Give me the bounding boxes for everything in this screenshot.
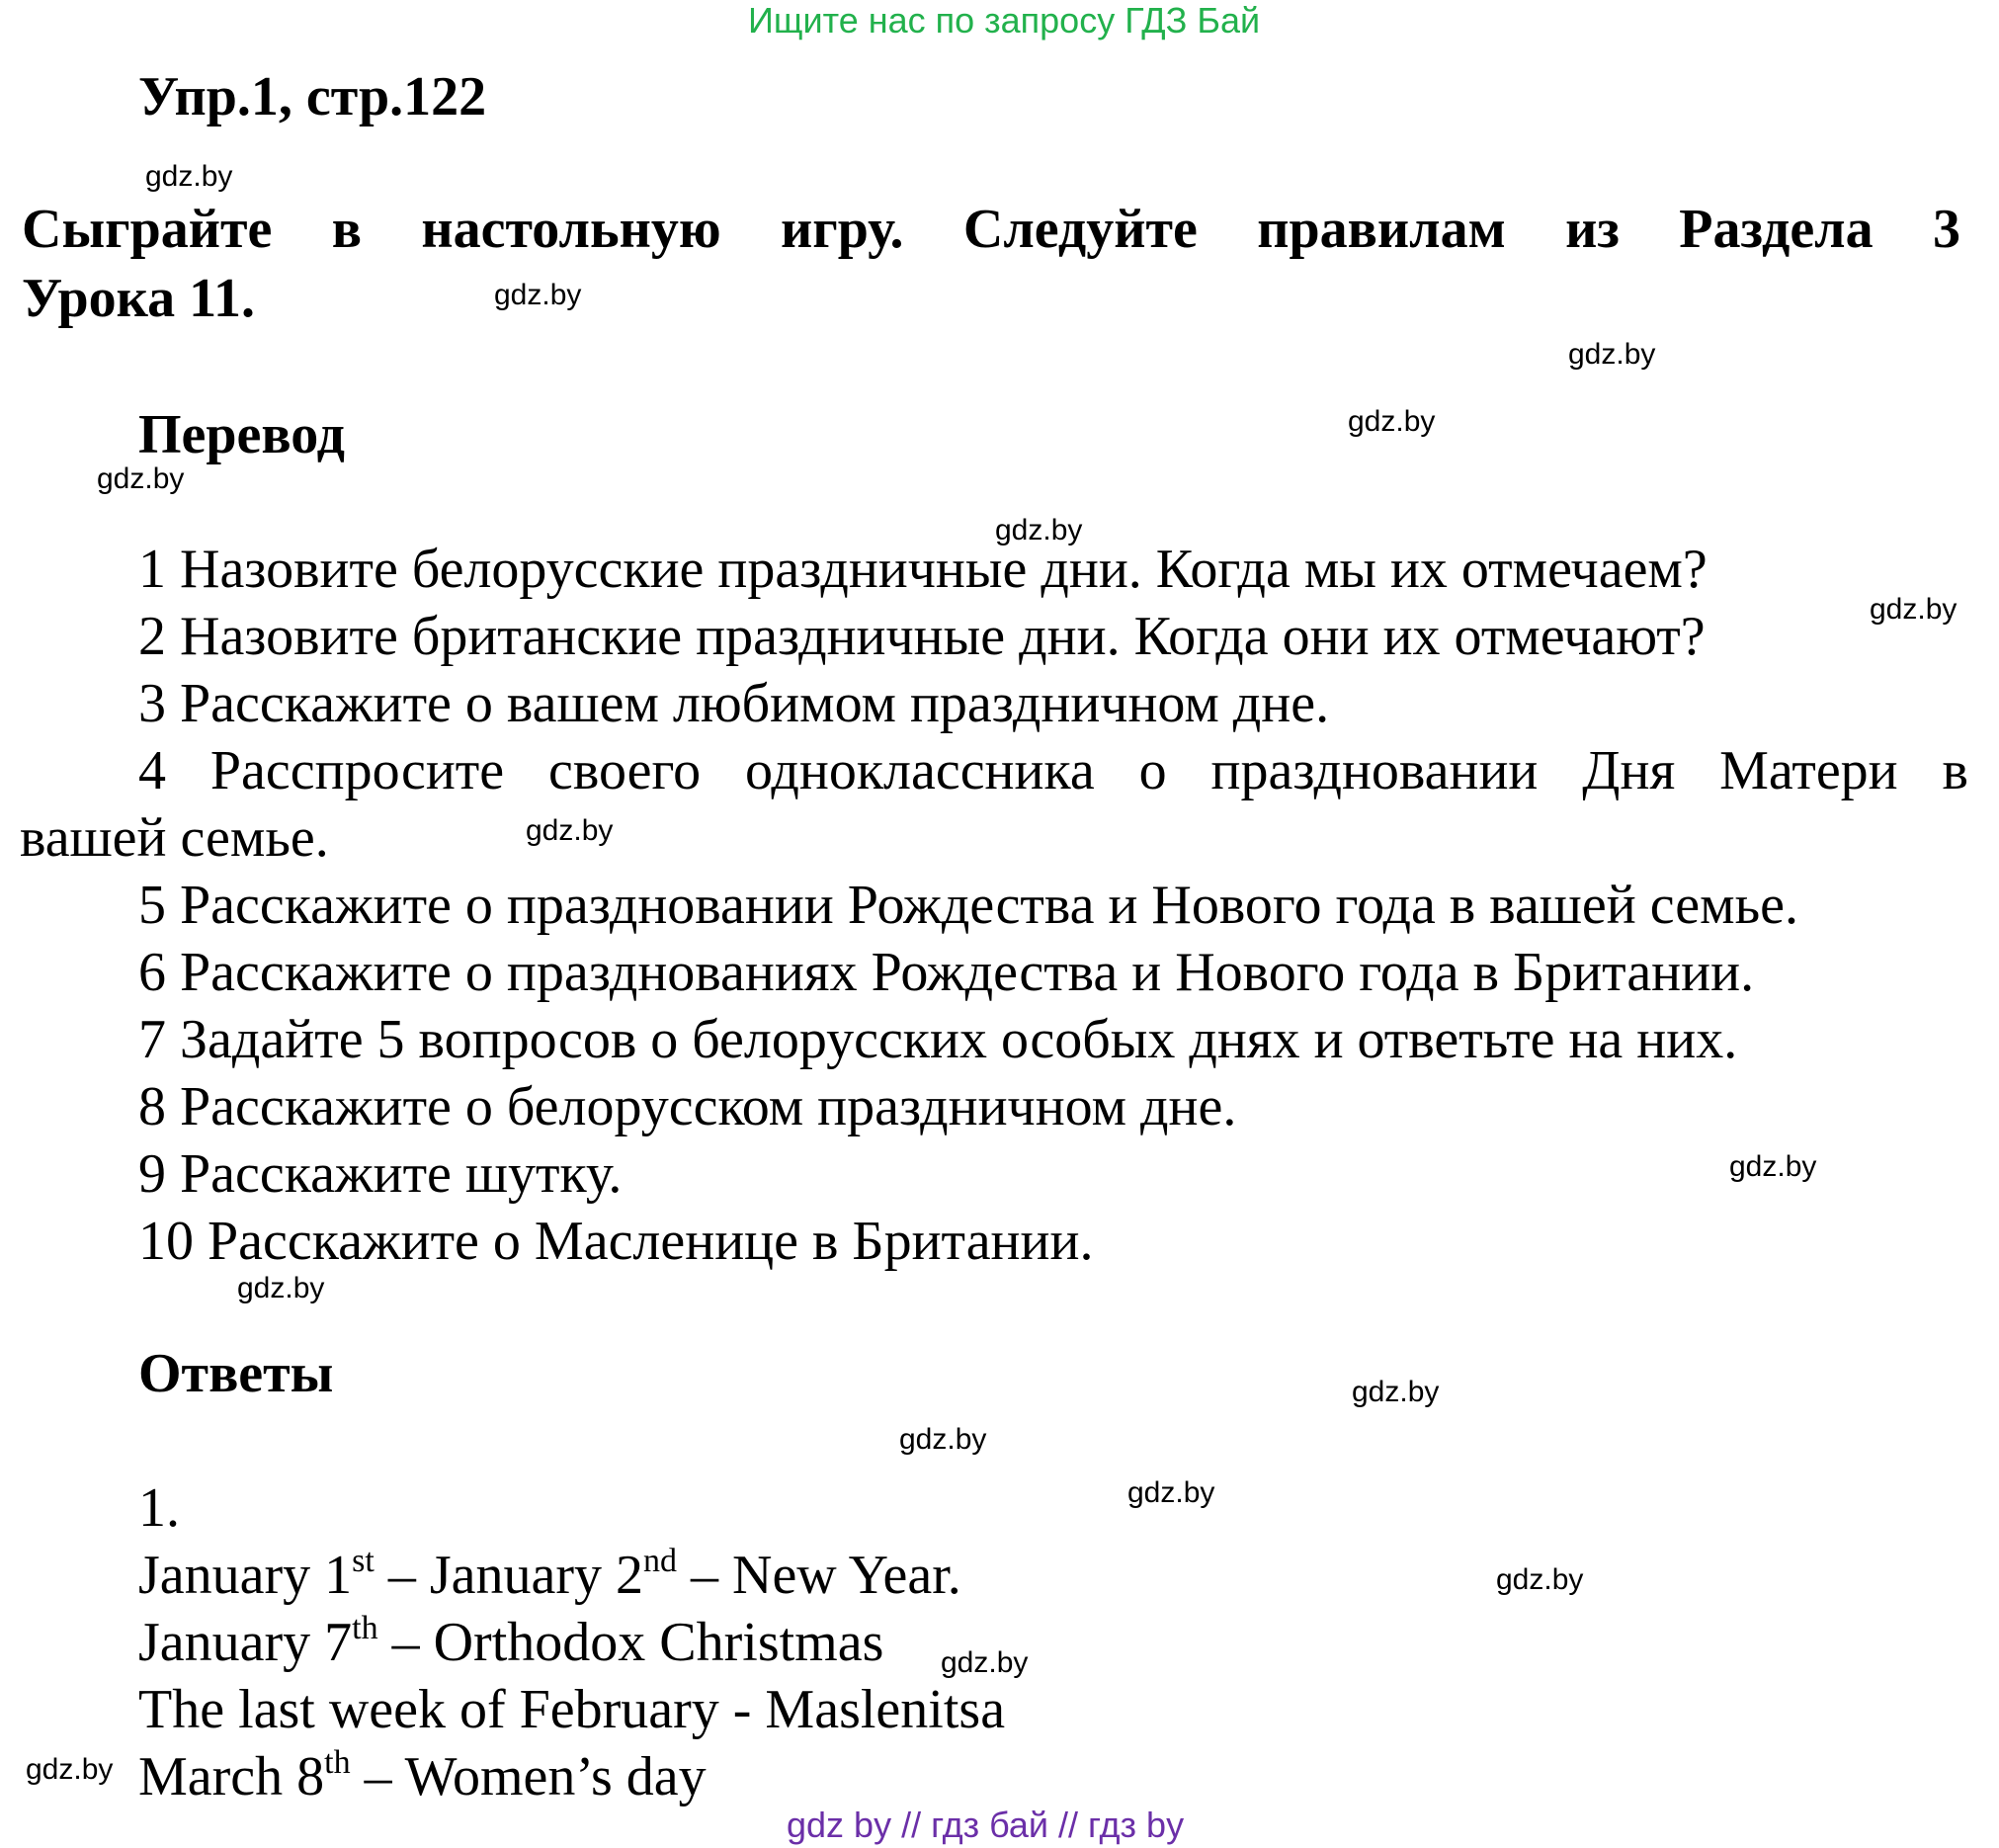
translation-item-10: 10 Расскажите о Масленице в Британии. (138, 1211, 1094, 1272)
translation-item-9: 9 Расскажите шутку. (138, 1143, 623, 1205)
answer-text: January 7 (138, 1612, 353, 1673)
watermark: gdz.by (26, 1753, 114, 1786)
ordinal-suffix: th (324, 1744, 351, 1781)
watermark: gdz.by (526, 814, 614, 847)
top-banner: Ищите нас по запросу ГДЗ Бай (748, 0, 1261, 41)
answer-text: – Women’s day (350, 1746, 707, 1807)
task-line-1: Сыграйте в настольную игру. Следуйте правилам из Раздела 3 (22, 199, 1960, 260)
answer-line-2 (138, 1611, 883, 1674)
answers-heading: Ответы (138, 1343, 334, 1404)
exercise-title: Упр.1, стр.122 (138, 66, 487, 127)
translation-item-5: 5 Расскажите о праздновании Рождества и Нового года в вашей семье. (138, 875, 1798, 936)
answer-text: January 1 (138, 1545, 353, 1606)
translation-item-1: 1 Назовите белорусские праздничные дни. Когда мы их отмечаем? (138, 539, 1707, 600)
translation-item-4: 4 Расспросите своего одноклассника о праздновании Дня Матери в (138, 740, 1968, 801)
task-line-2: Урока 11. (22, 268, 255, 329)
answer-text: March 8 (138, 1746, 325, 1807)
ordinal-suffix: nd (643, 1543, 677, 1579)
watermark: gdz.by (494, 279, 582, 311)
translation-heading: Перевод (138, 404, 345, 465)
translation-item-7: 7 Задайте 5 вопросов о белорусских особых днях и ответьте на них. (138, 1009, 1738, 1070)
translation-item-8: 8 Расскажите о белорусском праздничном дне. (138, 1076, 1237, 1137)
watermark: gdz.by (237, 1272, 325, 1304)
watermark: gdz.by (1352, 1376, 1440, 1408)
watermark: gdz.by (995, 514, 1083, 546)
watermark: gdz.by (1870, 593, 1957, 626)
answer-number: 1. (138, 1477, 180, 1539)
watermark: gdz.by (1348, 405, 1436, 438)
watermark: gdz.by (1729, 1150, 1817, 1183)
answer-text: – January 2 (374, 1545, 643, 1606)
watermark: gdz.by (97, 462, 185, 495)
watermark: gdz.by (899, 1423, 987, 1456)
watermark: gdz.by (941, 1646, 1029, 1679)
answer-line-4 (138, 1745, 707, 1808)
translation-item-6: 6 Расскажите о празднованиях Рождества и Нового года в Британии. (138, 942, 1755, 1003)
watermark: gdz.by (145, 160, 233, 193)
answer-text: The last week of February - Maslenitsa (138, 1679, 1006, 1740)
watermark: gdz.by (1127, 1476, 1215, 1509)
bottom-banner: gdz by // гдз бай // гдз by (787, 1805, 1185, 1845)
ordinal-suffix: st (352, 1543, 375, 1579)
answer-line-1 (138, 1544, 961, 1607)
watermark: gdz.by (1496, 1563, 1584, 1596)
translation-item-2: 2 Назовите британские праздничные дни. Когда они их отмечают? (138, 606, 1706, 667)
ordinal-suffix: th (352, 1610, 378, 1646)
answer-line-3 (138, 1678, 1005, 1741)
translation-item-3: 3 Расскажите о вашем любимом праздничном дне. (138, 673, 1330, 734)
translation-item-4-continued: вашей семье. (20, 807, 329, 869)
answer-text: – Orthodox Christmas (377, 1612, 884, 1673)
answer-text: – New Year. (677, 1545, 961, 1606)
watermark: gdz.by (1568, 338, 1656, 371)
